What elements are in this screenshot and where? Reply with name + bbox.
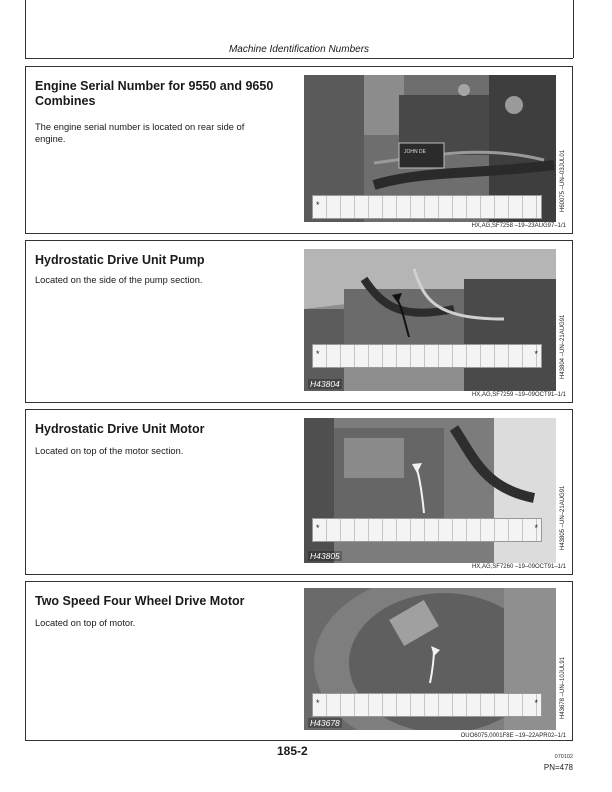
section-body: Located on the side of the pump section. — [35, 275, 203, 285]
section-title: Two Speed Four Wheel Drive Motor — [35, 594, 245, 608]
section-body: Located on top of motor. — [35, 618, 136, 628]
serial-number-tag — [312, 344, 542, 368]
serial-number-tag — [312, 693, 542, 717]
date-code: 070102 — [554, 754, 573, 760]
serial-number-tag — [312, 195, 542, 219]
photo-id: H43805 — [310, 551, 340, 561]
section-title: Hydrostatic Drive Unit Pump — [35, 253, 205, 267]
page-frame-right — [573, 0, 574, 58]
section-reference: OUO6075,0001F8E –19–22APR02–1/1 — [460, 733, 566, 739]
pump-photo-graphic — [304, 249, 556, 391]
running-header: Machine Identification Numbers — [228, 44, 370, 55]
section-hydrostatic-motor: Hydrostatic Drive Unit Motor Located on top of the motor section. * * H43805 H43805 –UN–21AUG91 HX,AG,SF7260 –19–09OCT91–1/1 — [25, 409, 573, 575]
section-reference: HX,AG,SF7258 –19–23AUG97–1/1 — [471, 223, 566, 229]
tag-marker-left: * — [316, 698, 320, 708]
section-body: The engine serial number is located on rear side of engine. — [35, 122, 245, 144]
pump-photo — [304, 249, 556, 391]
tag-marker-right: * — [534, 349, 538, 359]
photo-id: H43678 — [310, 718, 340, 728]
pn-number: PN=478 — [543, 763, 573, 772]
section-engine-serial: Engine Serial Number for 9550 and 9650 Combines The engine serial number is located on rear side of engine. JOHN DE * H60075 –UN–03JUL01 HX,AG,SF7258 –19–23AUG97–1/1 — [25, 66, 573, 234]
tag-marker-right: * — [534, 698, 538, 708]
tag-marker: * — [316, 200, 320, 210]
photo-id: H43804 — [310, 379, 340, 389]
tag-marker-left: * — [316, 523, 320, 533]
section-four-wheel-drive-motor: Two Speed Four Wheel Drive Motor Located on top of motor. * * H43678 H43678 –UN–10JUL91 OUO6075,0001F8E –19–22APR02–1/1 — [25, 581, 573, 741]
tag-marker-left: * — [316, 349, 320, 359]
fwd-motor-photo — [304, 588, 556, 730]
page-frame-bottom — [25, 58, 573, 59]
section-title: Engine Serial Number for 9550 and 9650 Combines — [35, 79, 274, 108]
engine-plate-text: JOHN DE — [404, 149, 426, 155]
section-title: Hydrostatic Drive Unit Motor — [35, 422, 205, 436]
serial-number-tag — [312, 518, 542, 542]
section-reference: HX,AG,SF7259 –19–09OCT91–1/1 — [471, 392, 566, 398]
tag-marker-right: * — [534, 523, 538, 533]
engine-photo — [304, 75, 556, 222]
motor-photo — [304, 418, 556, 563]
page-number: 185-2 — [277, 744, 308, 758]
section-body: Located on top of the motor section. — [35, 446, 184, 456]
section-reference: HX,AG,SF7260 –19–09OCT91–1/1 — [471, 564, 566, 570]
section-hydrostatic-pump: Hydrostatic Drive Unit Pump Located on the side of the pump section. * * H43804 H43804 –UN–21AUG91 HX,AG,SF7259 –19–09OCT91–1/1 — [25, 240, 573, 403]
